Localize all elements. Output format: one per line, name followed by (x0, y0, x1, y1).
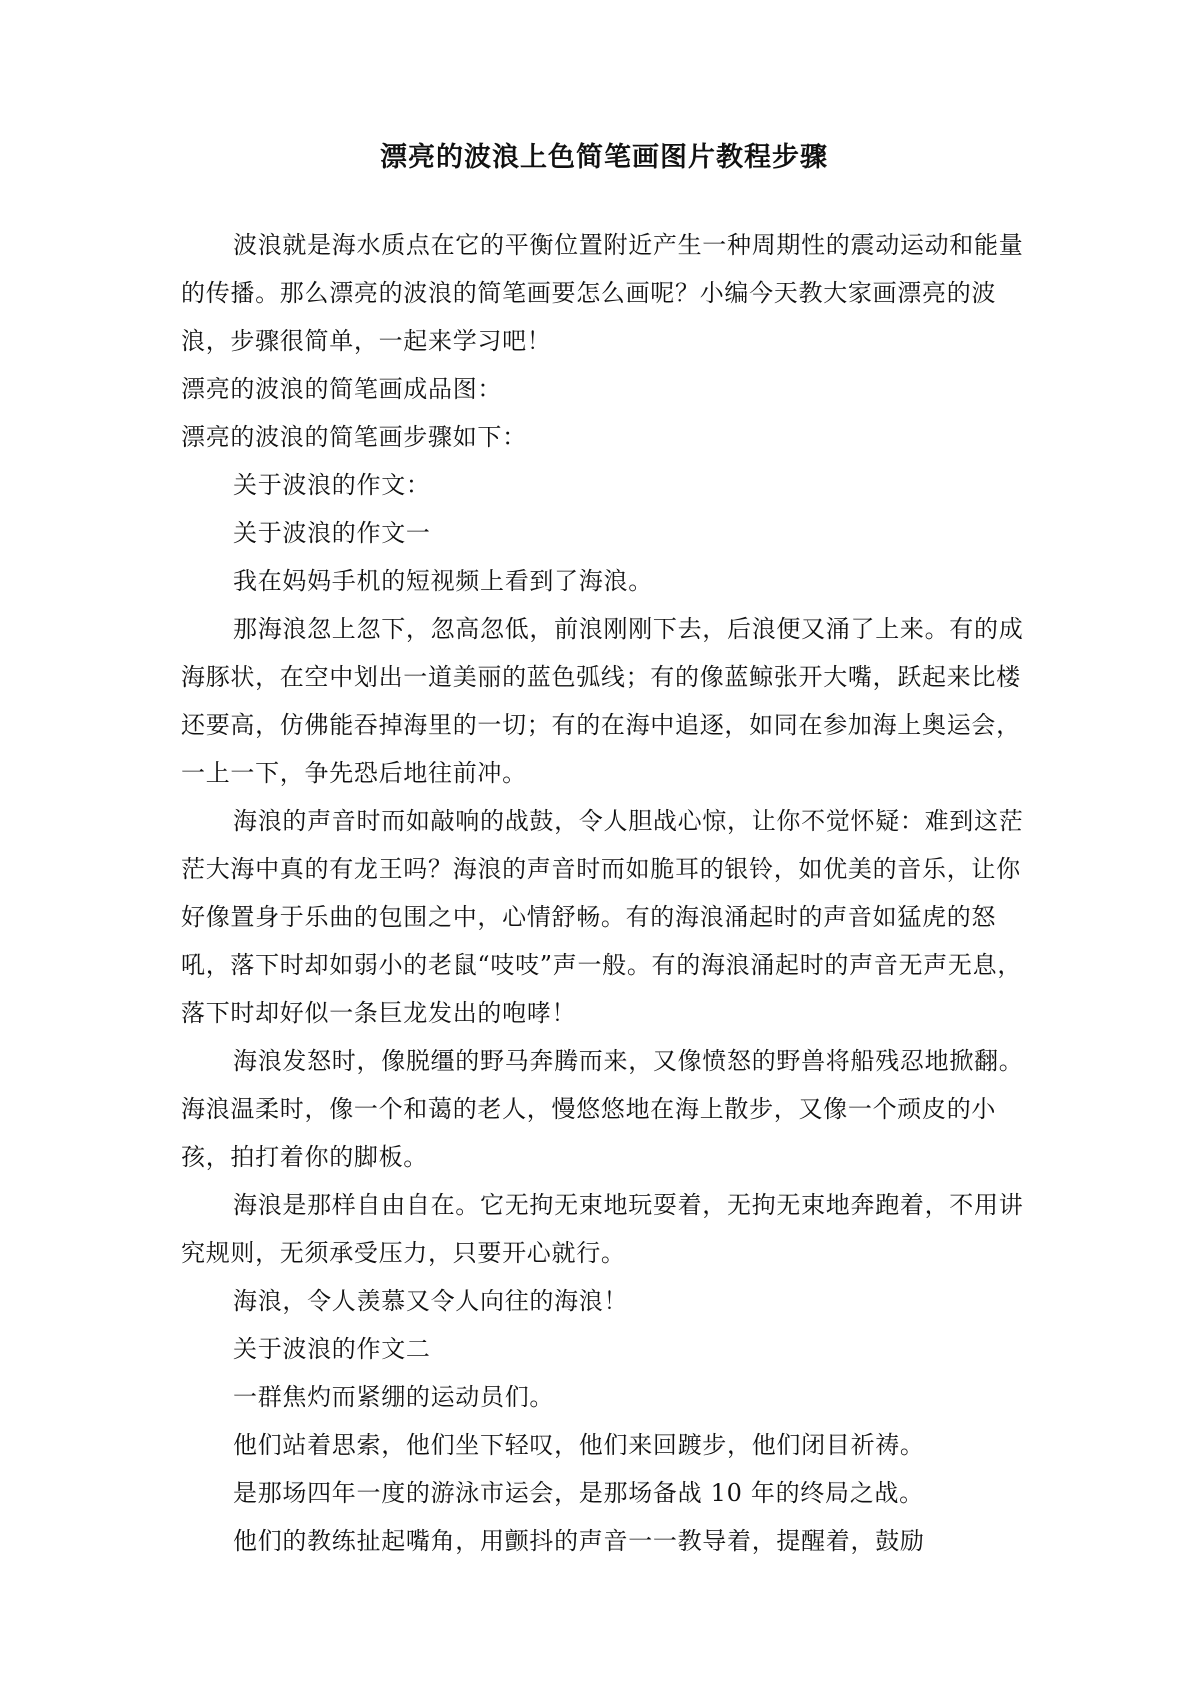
paragraph: 海浪的声音时而如敲响的战鼓，令人胆战心惊，让你不觉怀疑：难到这茫茫大海中真的有龙王吗？海浪的声音时而如脆耳的银铃，如优美的音乐，让你好像置身于乐曲的包围之中，心情舒畅。有的海浪涌起时的声音如猛虎的怒吼，落下时却如弱小的老鼠“吱吱”声一般。有的海浪涌起时的声音无声无息，落下时却好似一条巨龙发出的咆哮！ (181, 807, 1024, 1027)
document-body (181, 221, 1027, 1565)
paragraph: 我在妈妈手机的短视频上看到了海浪。 (233, 567, 653, 595)
paragraph: 漂亮的波浪的简笔画成品图： (181, 375, 503, 403)
paragraph: 关于波浪的作文： (233, 471, 431, 499)
paragraph: 关于波浪的作文一 (233, 519, 431, 547)
paragraph: 他们站着思索，他们坐下轻叹，他们来回踱步，他们闭目祈祷。 (233, 1431, 925, 1459)
paragraph: 海浪，令人羡慕又令人向往的海浪！ (233, 1287, 629, 1315)
paragraph: 那海浪忽上忽下，忽高忽低，前浪刚刚下去，后浪便又涌了上来。有的成海豚状，在空中划出一道美丽的蓝色弧线；有的像蓝鲸张开大嘴，跃起来比楼还要高，仿佛能吞掉海里的一切；有的在海中追逐，如同在参加海上奥运会，一上一下，争先恐后地往前冲。 (181, 615, 1024, 787)
paragraph: 波浪就是海水质点在它的平衡位置附近产生一种周期性的震动运动和能量的传播。那么漂亮的波浪的简笔画要怎么画呢？小编今天教大家画漂亮的波浪，步骤很简单，一起来学习吧！ (181, 231, 1024, 355)
paragraph: 他们的教练扯起嘴角，用颤抖的声音一一教导着，提醒着，鼓励 (233, 1527, 925, 1555)
paragraph: 一群焦灼而紧绷的运动员们。 (233, 1383, 555, 1411)
paragraph: 关于波浪的作文二 (233, 1335, 431, 1363)
paragraph: 海浪发怒时，像脱缰的野马奔腾而来，又像愤怒的野兽将船残忍地掀翻。海浪温柔时，像一个和蔼的老人，慢悠悠地在海上散步，又像一个顽皮的小孩，拍打着你的脚板。 (181, 1047, 1024, 1171)
paragraph: 海浪是那样自由自在。它无拘无束地玩耍着，无拘无束地奔跑着，不用讲究规则，无须承受压力，只要开心就行。 (181, 1191, 1024, 1267)
paragraph: 是那场四年一度的游泳市运会，是那场备战 10 年的终局之战。 (233, 1479, 924, 1507)
document-title: 漂亮的波浪上色简笔画图片教程步骤 (380, 142, 828, 173)
paragraph: 漂亮的波浪的简笔画步骤如下： (181, 423, 527, 451)
document-page (181, 138, 1027, 1565)
